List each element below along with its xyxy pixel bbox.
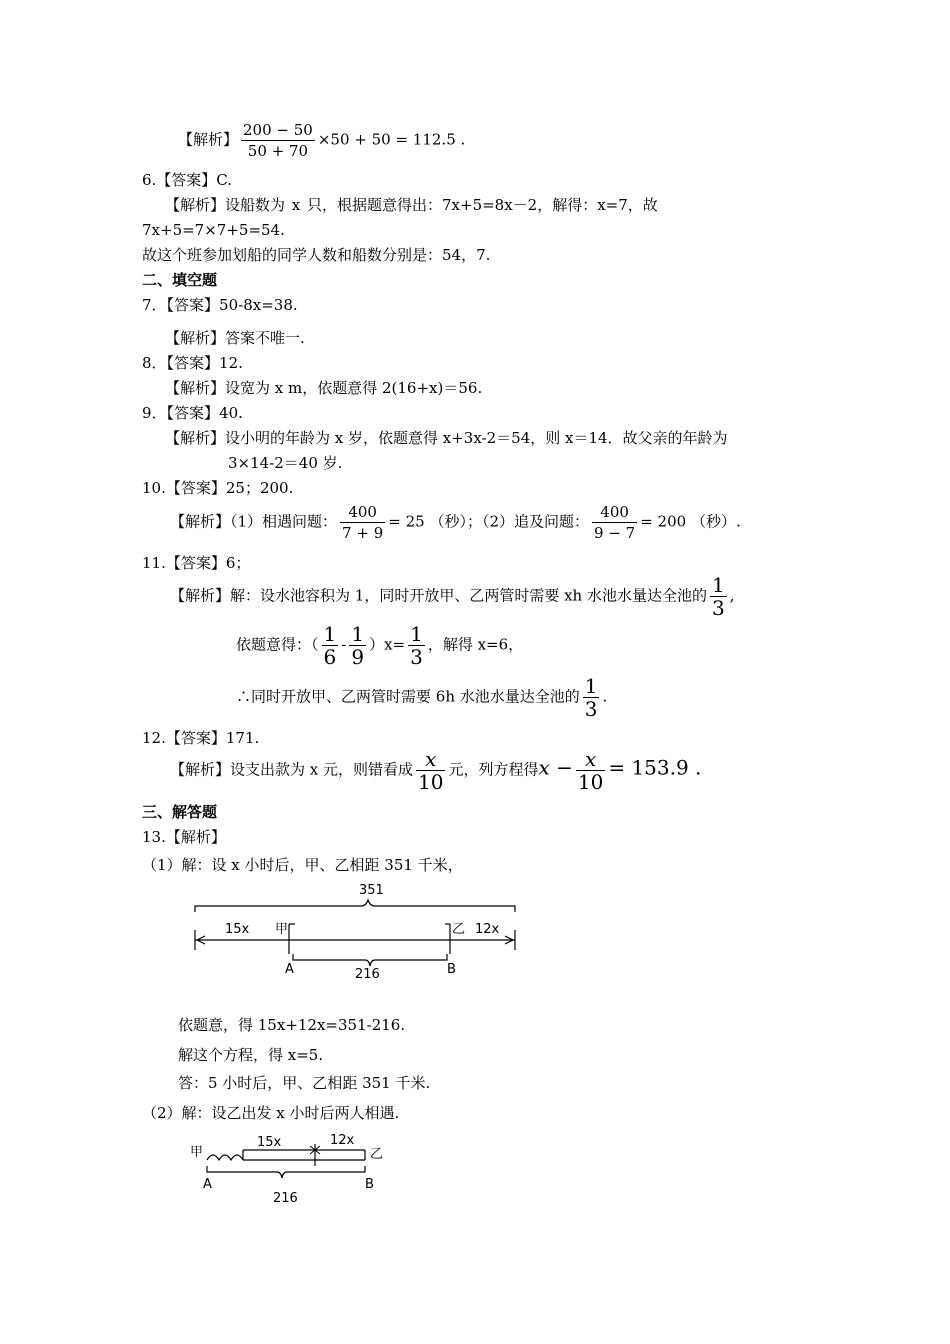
q13-part1-step2: 解这个方程，得 x=5. (178, 1046, 324, 1064)
section-2-heading: 二、填空题 (142, 271, 218, 289)
q11-analysis-line3: ∴同时开放甲、乙两管时需要 6h 水池水量达全池的 $\frac{1}{3}$ . (236, 674, 608, 721)
q10-fraction-chase: $\frac{400}{9 - 7}$ (594, 503, 636, 542)
q9-analysis-line2: 3×14-2＝40 岁. (228, 454, 343, 472)
section-3-heading: 三、解答题 (142, 803, 218, 821)
q5-fraction: $\frac{200 - 50}{50 + 70}$ (243, 121, 313, 160)
left-label: 15x (225, 922, 250, 937)
q11-fraction-ninth: $\frac{1}{9}$ (351, 622, 365, 669)
q8-answer: 8．【答案】12. (142, 354, 243, 372)
q6-analysis-line1: 【解析】设船数为 x 只，根据题意得出：7x+5=8x－2，解得：x=7，故 (165, 196, 658, 214)
q11-analysis-line2: 依题意得：（ $\frac{1}{6}$ - $\frac{1}{9}$ ）x= $\frac{1}{3}$ ，解得 x=6， (236, 622, 524, 669)
q7-analysis: 【解析】答案不唯一. (165, 329, 305, 347)
q11-analysis-line1: 【解析】解：设水池容积为 1，同时开放甲、乙两管时需要 xh 水池水量达全池的 $\frac{1}{3}$ , (170, 573, 735, 620)
q12-fraction-x10: $\frac{x}{10}$ (418, 747, 444, 794)
left-label: 15x (257, 1135, 282, 1150)
q13-part1: （1）解：设 x 小时后，甲、乙相距 351 千米， (142, 856, 463, 874)
q9-analysis-line1: 【解析】设小明的年龄为 x 岁，依题意得 x+3x-2＝54，则 x＝14．故父亲的年龄为 (165, 429, 728, 447)
right-label: 12x (475, 922, 500, 937)
distance-label: 216 (273, 1191, 298, 1206)
point-b-label: B (365, 1177, 374, 1192)
q5-tag: 【解析】 (178, 130, 239, 149)
q11-fraction-third: $\frac{1}{3}$ (711, 573, 725, 620)
q12-fraction-x10-b: $\frac{x}{10}$ (577, 747, 604, 794)
jia-label: 甲 (275, 922, 289, 937)
q5-analysis (178, 120, 465, 161)
right-label: 12x (330, 1133, 355, 1148)
jia-label: 甲 (190, 1145, 204, 1160)
q10-answer: 10.【答案】25；200. (142, 479, 294, 497)
q11-answer: 11.【答案】6； (142, 554, 251, 572)
q10-analysis: 【解析】（1）相遇问题： $\frac{400}{7 + 9}$ = 25 （秒）；（2）追及问题： $\frac{400}{9 - 7}$ = 200 （秒）. (170, 503, 741, 542)
q10-fraction-meet: $\frac{400}{7 + 9}$ (342, 503, 384, 542)
q8-analysis: 【解析】设宽为 x m，依题意得 2(16+x)＝56. (165, 379, 483, 397)
q7-answer: 7．【答案】50-8x=38. (142, 296, 298, 314)
q6-analysis-line2: 7x+5=7×7+5=54. (142, 221, 285, 239)
q6-answer: 6.【答案】C. (142, 171, 233, 189)
distance-label: 216 (355, 967, 380, 980)
total-label: 351 (359, 883, 384, 898)
q5-tail: ×50 + 50 = 112.5 . (317, 130, 466, 149)
q11-fraction-third-3: $\frac{1}{3}$ (584, 674, 598, 721)
q13-title: 13.【解析】 (142, 828, 226, 846)
point-a-label: A (285, 962, 294, 977)
q12-answer: 12.【答案】171. (142, 729, 260, 747)
point-b-label: B (447, 962, 456, 977)
distance-diagram-1 (185, 880, 530, 980)
q6-conclusion: 故这个班参加划船的同学人数和船数分别是：54，7. (142, 246, 491, 264)
q12-eq-x: x − (538, 755, 573, 780)
q12-analysis: 【解析】设支出款为 x 元，则错看成 $\frac{x}{10}$ 元，列方程得x − $\frac{x}{10}$ = 153.9 . (170, 747, 702, 794)
q13-part1-step1: 依题意，得 15x+12x=351-216. (178, 1016, 406, 1034)
yi-label: 乙 (452, 922, 466, 937)
yi-label: 乙 (370, 1147, 384, 1162)
q11-fraction-sixth: $\frac{1}{6}$ (323, 622, 337, 669)
point-a-label: A (203, 1177, 212, 1192)
q13-part1-step3: 答：5 小时后，甲、乙相距 351 千米. (178, 1074, 431, 1092)
q9-answer: 9．【答案】40. (142, 404, 243, 422)
q11-fraction-third-2: $\frac{1}{3}$ (410, 622, 423, 669)
distance-diagram-2 (185, 1130, 405, 1210)
q13-part2: （2）解：设乙出发 x 小时后两人相遇. (142, 1104, 400, 1122)
